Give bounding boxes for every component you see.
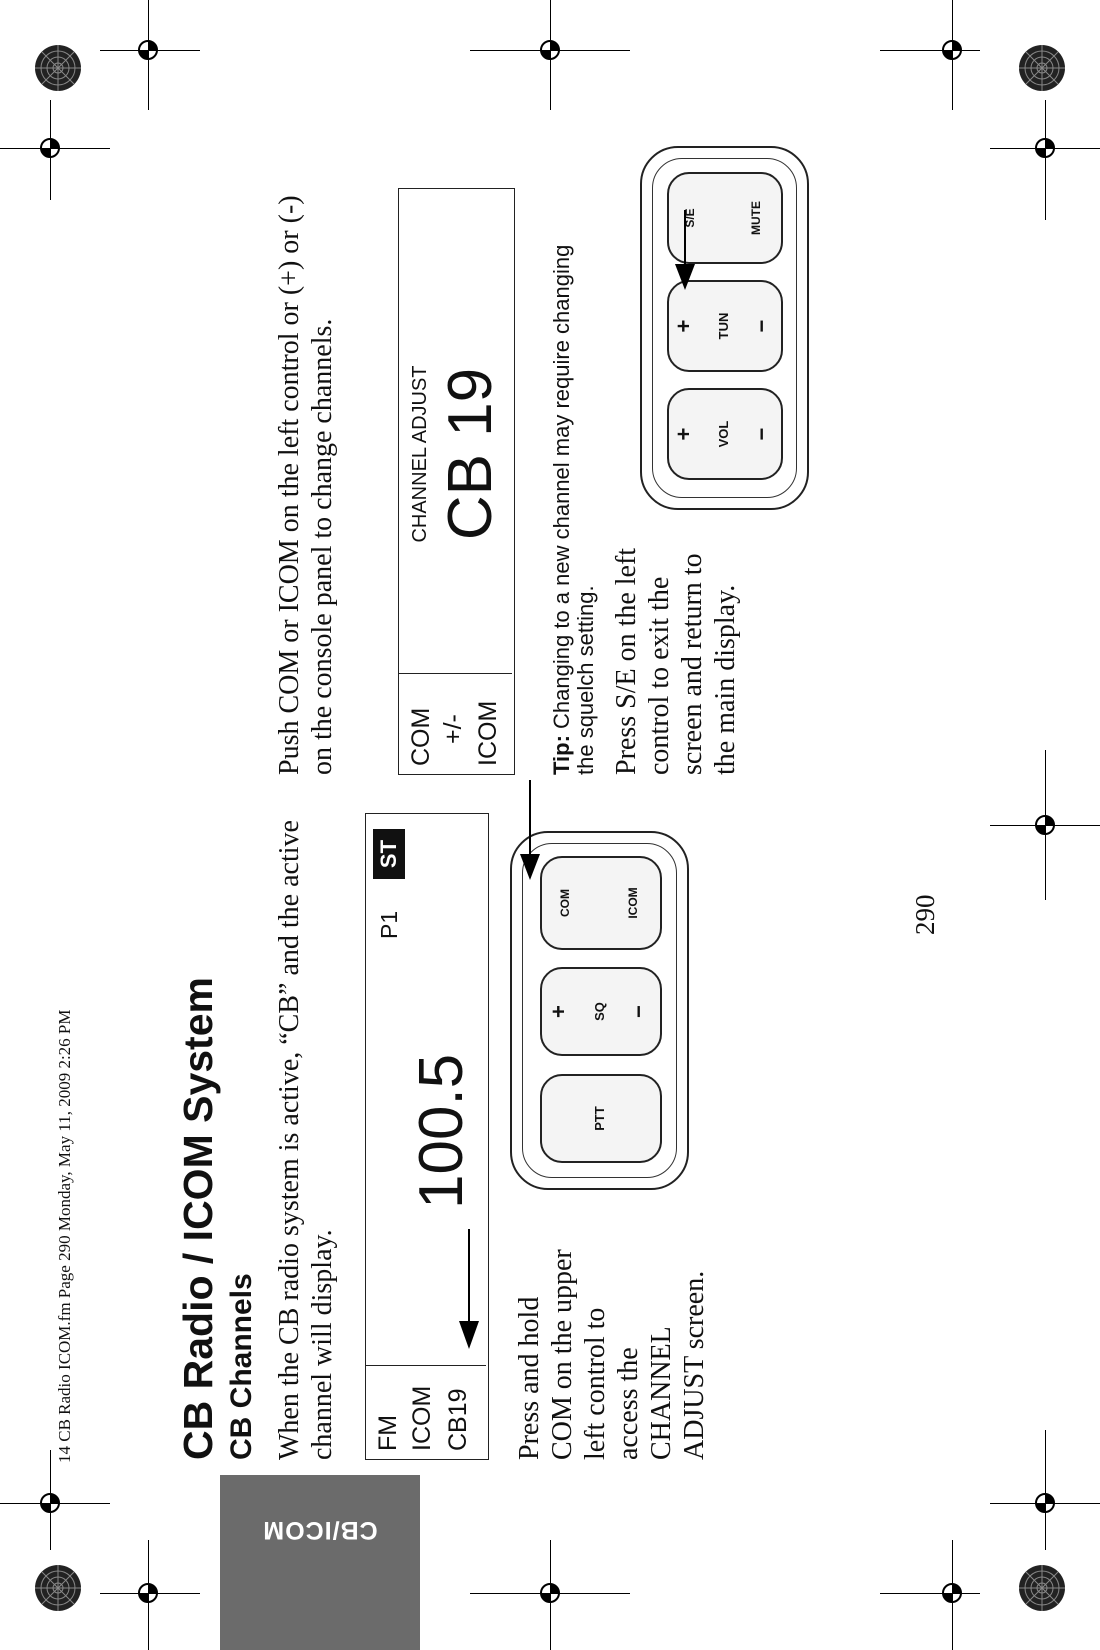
tun-plus: +: [671, 319, 696, 333]
intro-paragraph: When the CB radio system is active, “CB” and the active channel will display.: [274, 820, 338, 1460]
display-preset: P1: [376, 910, 402, 939]
press-hold-instruction: Press and hold COM on the upper left control to access the CHANNEL ADJUST screen.: [514, 1249, 710, 1460]
sq-rocker-button[interactable]: [540, 967, 662, 1056]
pointer-arrow-icon: [454, 1229, 484, 1349]
press-se-instruction: Press S/E on the left control to exit the screen and return to the main display.: [611, 547, 741, 775]
ptt-button[interactable]: [540, 1074, 662, 1163]
right-steering-control: [640, 146, 809, 510]
main-display-panel: [365, 813, 489, 1460]
tun-rocker-button[interactable]: [667, 280, 783, 372]
vol-minus: −: [749, 427, 774, 441]
sq-minus: −: [626, 1005, 651, 1018]
push-com-instruction: Push COM or ICOM on the left control or (+) or (-) on the console panel to change channels.: [274, 195, 338, 775]
display-fm-label: FM: [374, 1414, 402, 1451]
tip-label: Tip:: [549, 735, 574, 775]
com-pointer-arrow-icon: [500, 780, 560, 880]
display-icom-label: ICOM: [408, 1385, 436, 1451]
file-header: 14 CB Radio ICOM.fm Page 290 Monday, May 11, 2009 2:26 PM: [55, 1009, 74, 1463]
display-frequency: 100.5: [407, 1053, 476, 1209]
page-number: 290: [910, 894, 940, 935]
tip-text: Changing to a new channel may require changing the squelch setting.: [549, 244, 598, 775]
sq-label: SQ: [592, 1002, 607, 1021]
icom-label: ICOM: [626, 887, 640, 919]
mute-label: MUTE: [749, 201, 763, 235]
channel-value: CB 19: [436, 367, 505, 541]
se-pointer-arrow-icon: [655, 210, 715, 290]
stereo-badge: ST: [373, 829, 405, 879]
section-subtitle: CB Channels: [225, 1273, 258, 1460]
se-label: S/E: [683, 208, 697, 228]
vol-plus: +: [671, 427, 696, 441]
ptt-label: PTT: [592, 1106, 607, 1131]
display-icom-label: ICOM: [474, 700, 502, 766]
display-divider: [366, 1365, 486, 1366]
sq-plus: +: [546, 1005, 571, 1018]
tun-minus: −: [749, 319, 774, 333]
channel-adjust-label: CHANNEL ADJUST: [409, 365, 431, 543]
vol-label: VOL: [716, 420, 731, 448]
com-label: COM: [558, 889, 572, 917]
section-title: CB Radio / ICOM System: [175, 977, 221, 1460]
display-com-label: COM: [407, 707, 435, 766]
tun-label: TUN: [716, 312, 731, 340]
vol-rocker-button[interactable]: [667, 388, 783, 480]
left-steering-control: [510, 831, 689, 1190]
channel-adjust-display: [398, 188, 515, 775]
display-cb-channel: CB19: [444, 1388, 472, 1451]
display-divider: [399, 673, 512, 674]
side-tab-label: CB/ICOM: [262, 1516, 378, 1545]
display-plus-minus-label: +/-: [439, 714, 467, 744]
tip-note: [550, 215, 598, 775]
